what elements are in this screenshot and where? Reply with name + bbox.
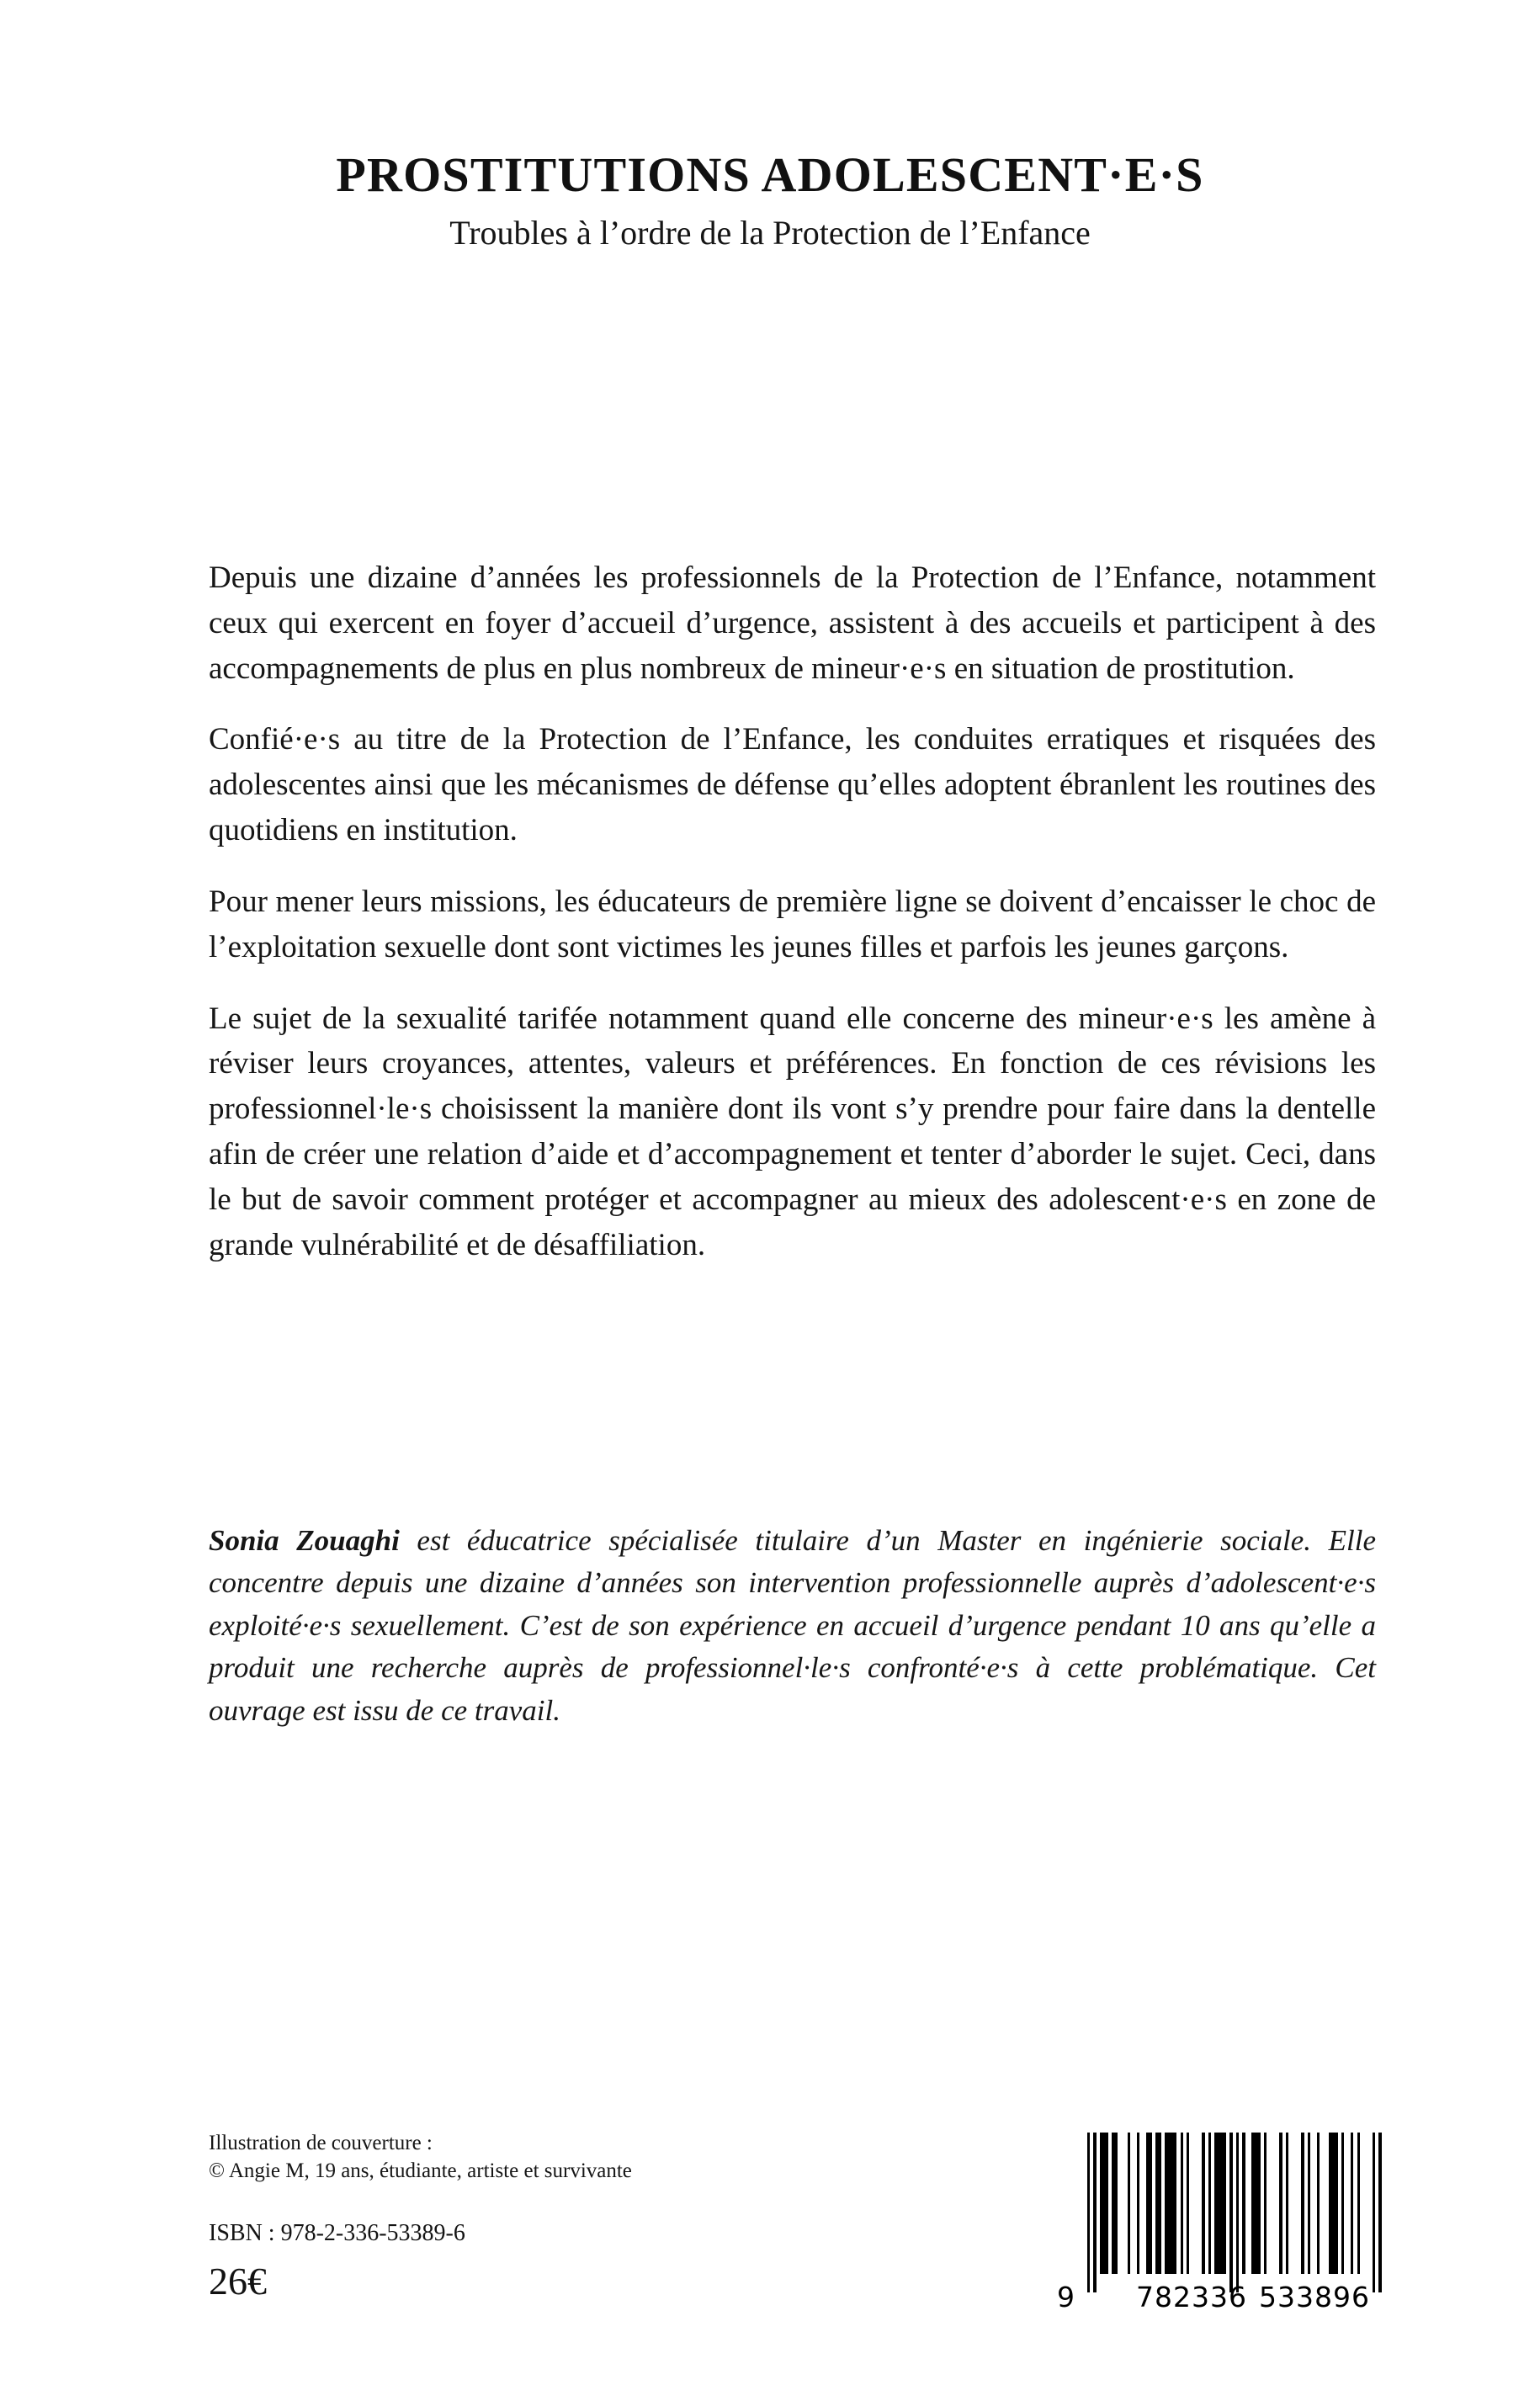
- blurb-paragraph: Pour mener leurs missions, les éducateurs de première ligne se doivent d’encaisser le choc de l’exploitation sexuelle dont sont victimes les jeunes filles et parfois les jeunes garçons.: [209, 884, 1376, 964]
- author-bio-block: [209, 1520, 1376, 1732]
- cover-illustration-credit: © Angie M, 19 ans, étudiante, artiste et survivante: [209, 2159, 632, 2182]
- author-name: Sonia Zouaghi: [209, 1524, 400, 1557]
- price-text: 26€: [209, 2260, 267, 2303]
- cover-illustration-label: Illustration de couverture :: [209, 2132, 433, 2154]
- blurb-paragraph: Confié·e·s au titre de la Protection de l’Enfance, les conduites erratiques et risquées des adolescentes ainsi que les mécanismes de défense qu’elles adoptent ébranlent les routines des quotidiens en institution.: [209, 722, 1376, 848]
- isbn-text: ISBN : 978-2-336-53389-6: [209, 2220, 465, 2246]
- blurb-paragraph: Depuis une dizaine d’années les professionnels de la Protection de l’Enfance, notamment ceux qui exercent en foyer d’accueil d’urgence, assistent à des accueils et participent à des accompagnements de plus en plus nombreux de mineur·e·s en situation de prostitution.: [209, 560, 1376, 686]
- author-bio-paragraph: [209, 1520, 1376, 1732]
- barcode-right-group: 533896: [1259, 2281, 1370, 2313]
- barcode-lead-digit: 9: [1057, 2281, 1075, 2313]
- page-subtitle: Troubles à l’ordre de la Protection de l’Enfance: [449, 213, 1091, 252]
- page-title: PROSTITUTIONS ADOLESCENT·E·S: [336, 147, 1204, 202]
- blurb-text-block: [209, 555, 1376, 1268]
- title-block: [0, 147, 1540, 253]
- barcode: [1057, 2133, 1382, 2335]
- barcode-digits: [1057, 2281, 1382, 2319]
- footer-block: [209, 2129, 882, 2303]
- author-bio-text: est éducatrice spécialisée titulaire d’un Master en ingénierie sociale. Elle concentre depuis une dizaine d’années son intervention professionnelle auprès d’adolescent·e·s exploité·e·s sexuellement. C’est de son expérience en accueil d’urgence pendant 10 ans qu’elle a produit une recherche auprès de professionnel·le·s confronté·e·s à cette problématique. Cet ouvrage est issu de ce travail.: [209, 1524, 1377, 1727]
- barcode-left-group: 782336: [1136, 2281, 1247, 2313]
- blurb-paragraph: Le sujet de la sexualité tarifée notamment quand elle concerne des mineur·e·s les amène à réviser leurs croyances, attentes, valeurs et préférences. En fonction de ces révisions les professionnel·le·s choisissent la manière dont ils vont s’y prendre pour faire dans la dentelle afin de créer une relation d’aide et d’accompagnement et tenter d’aborder le sujet. Ceci, dans le but de savoir comment protéger et accompagner au mieux des adolescent·e·s en zone de grande vulnérabilité et de désaffiliation.: [209, 1001, 1376, 1262]
- barcode-bars: [1087, 2133, 1382, 2292]
